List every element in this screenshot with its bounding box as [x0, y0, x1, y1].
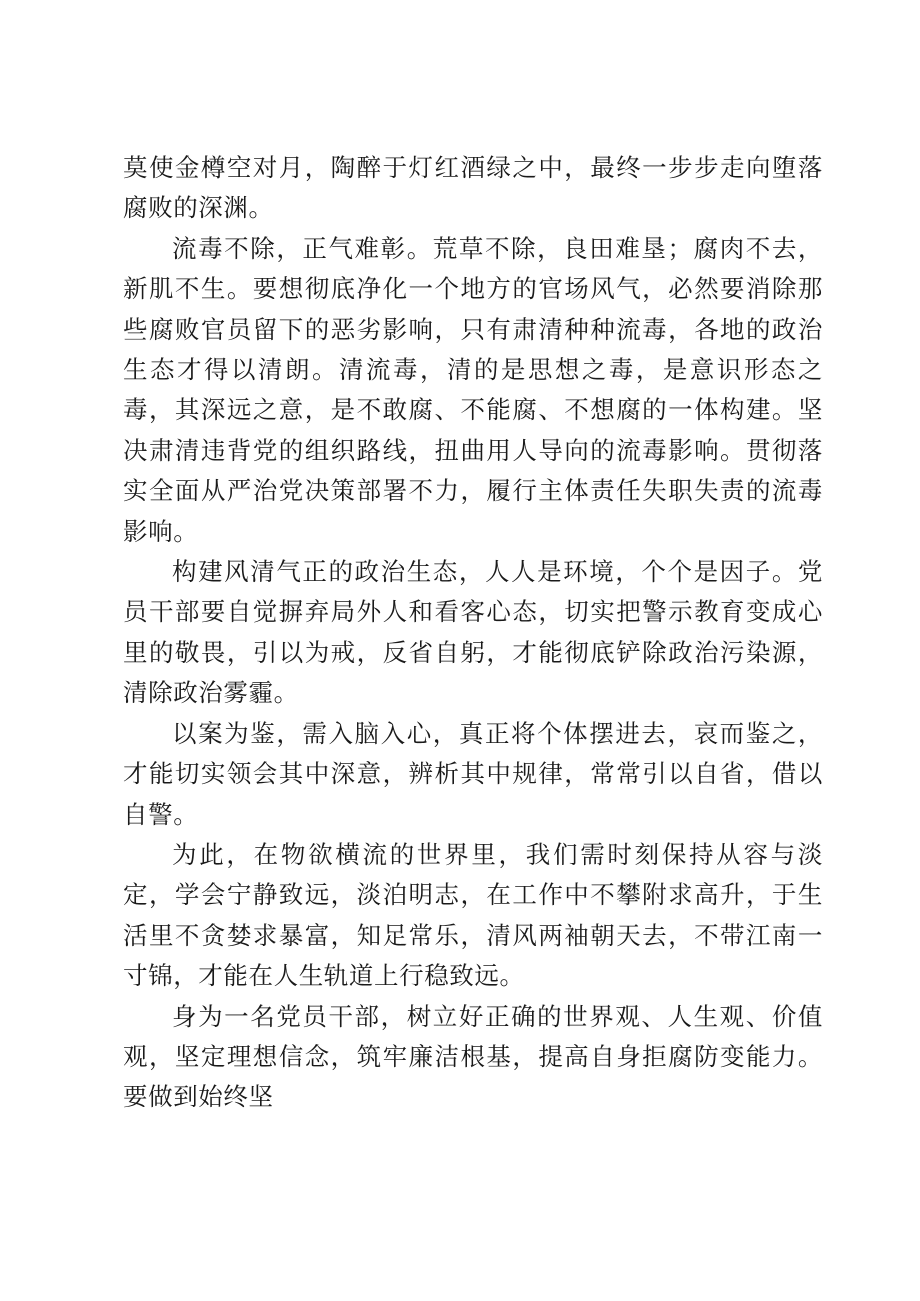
paragraph-1: 莫使金樽空对月，陶醉于灯红酒绿之中，最终一步步走向堕落腐败的深渊。	[123, 153, 823, 223]
paragraph-6: 身为一名党员干部，树立好正确的世界观、人生观、价值观，坚定理想信念，筑牢廉洁根基，提高自身拒腐防变能力。要做到始终坚	[123, 1001, 823, 1112]
paragraph-4: 以案为鉴，需入脑入心，真正将个体摆进去，哀而鉴之，才能切实领会其中深意，辨析其中规律，常常引以自省，借以自警。	[123, 718, 823, 829]
paragraph-2: 流毒不除，正气难彰。荒草不除，良田难垦；腐肉不去，新肌不生。要想彻底净化一个地方的官场风气，必然要消除那些腐败官员留下的恶劣影响，只有肃清种种流毒，各地的政治生态才得以清朗。清流毒，清的是思想之毒，是意识形态之毒，其深远之意，是不敢腐、不能腐、不想腐的一体构建。坚决肃清违背党的组织路线，扭曲用人导向的流毒影响。贯彻落实全面从严治党决策部署不力，履行主体责任失职失责的流毒影响。	[123, 233, 823, 546]
paragraph-3: 构建风清气正的政治生态，人人是环境，个个是因子。党员干部要自觉摒弃局外人和看客心态，切实把警示教育变成心里的敬畏，引以为戒，反省自躬，才能彻底铲除政治污染源，清除政治雾霾。	[123, 557, 823, 708]
document-body	[123, 148, 823, 1118]
paragraph-5: 为此，在物欲横流的世界里，我们需时刻保持从容与淡定，学会宁静致远，淡泊明志，在工作中不攀附求高升，于生活里不贪婪求暴富，知足常乐，清风两袖朝天去，不带江南一寸锦，才能在人生轨道上行稳致远。	[123, 839, 823, 991]
